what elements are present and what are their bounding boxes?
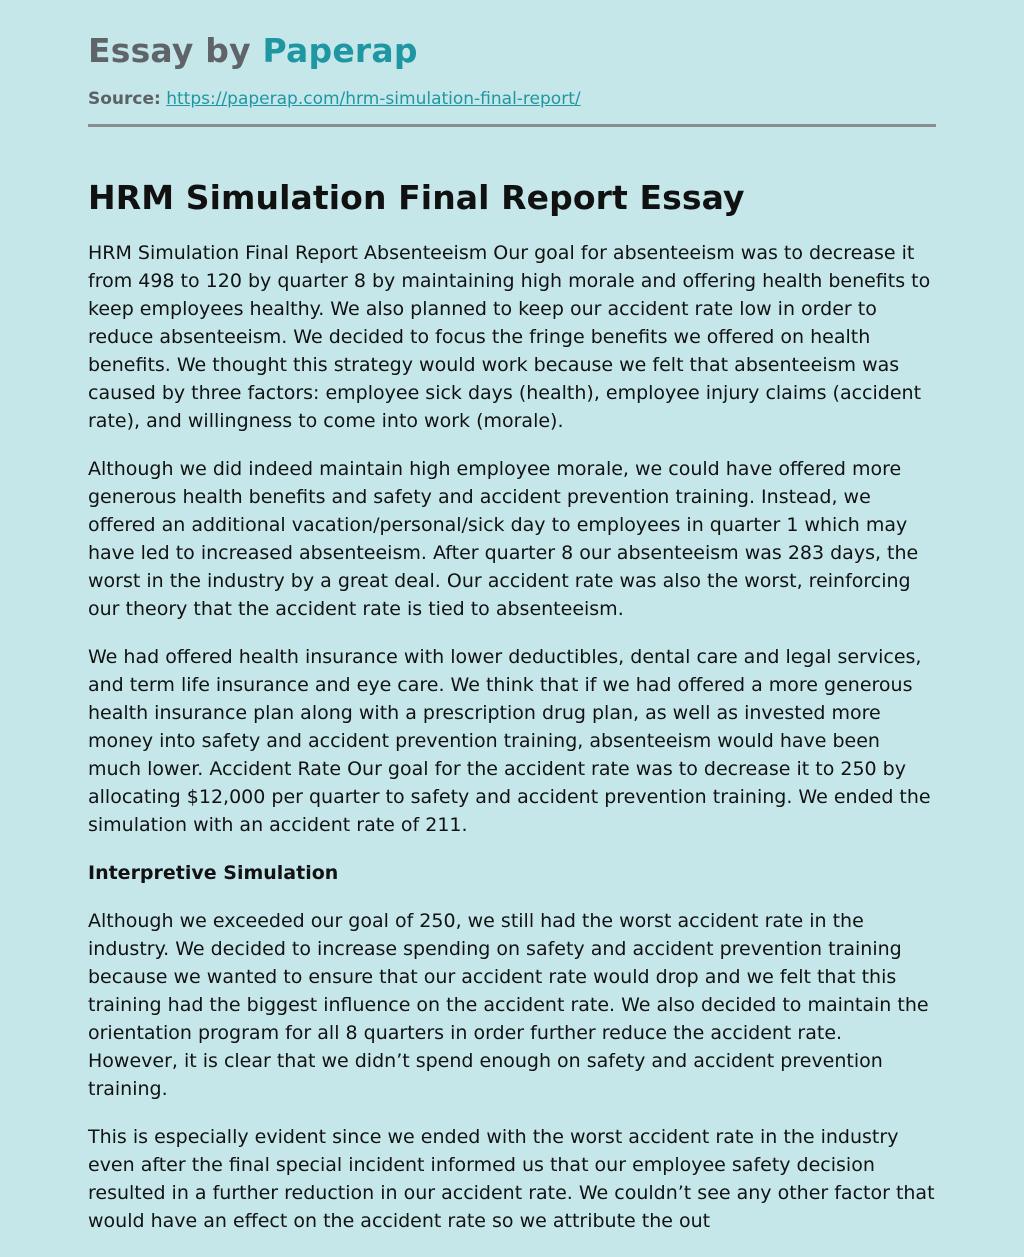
paragraph: Although we did indeed maintain high employee morale, we could have offered more generous health benefits and safety and accident prevention training. Instead, we offered an additional vacation/personal/sick day to employees in quarter 1 which may have led to increased absenteeism. After quarter 8 our absenteeism was 283 days, the worst in the industry by a great deal. Our accident rate was also the worst, reinforcing our theory that the accident rate is tied to absenteeism. [88,458,919,620]
paragraph: HRM Simulation Final Report Absenteeism Our goal for absenteeism was to decrease it from 498 to 120 by quarter 8 by maintaining high morale and offering health benefits to keep employees healthy. We also planned to keep our accident rate low in order to reduce absenteeism. We decided to focus the fringe benefits we offered on health benefits. We thought this strategy would work because we felt that absenteeism was caused by three factors: employee sick days (health), employee injury claims (accident rate), and willingness to come into work (morale). [88,242,931,432]
paragraph: Although we exceeded our goal of 250, we still had the worst accident rate in the industry. We decided to increase spending on safety and accident prevention training because we wanted to ensure that our accident rate would drop and we felt that this training had the biggest influence on the accident rate. We also decided to maintain the orientation program for all 8 quarters in order further reduce the accident rate. However, it is clear that we didn’t spend enough on safety and accident prevention training. [88,910,929,1100]
section-heading: Interpretive Simulation [88,862,339,884]
paragraph: This is especially evident since we ended with the worst accident rate in the industry even after the final special incident informed us that our employee safety decision resulted in a further reduction in our accident rate. We couldn’t see any other factor that would have an effect on the accident rate so we attribute the out [88,1126,935,1232]
source-link[interactable]: https://paperap.com/hrm-simulation-final-report/ [166,89,581,109]
paragraph: We had offered health insurance with lower deductibles, dental care and legal services, and term life insurance and eye care. We think that if we had offered a more generous health insurance plan along with a prescription drug plan, as well as invested more money into safety and accident prevention training, absenteeism would have been much lower. Accident Rate Our goal for the accident rate was to decrease it to 250 by allocating $12,000 per quarter to safety and accident prevention training. We ended the simulation with an accident rate of 211. [88,646,931,836]
site-brand [88,30,936,72]
source-label: Source: [88,89,161,109]
source-line [88,86,936,112]
article-body [88,239,936,1235]
page-title: HRM Simulation Final Report Essay [88,178,745,217]
header-divider [88,124,936,127]
brand-prefix: Essay by [88,31,251,70]
page [88,0,936,1255]
brand-name[interactable]: Paperap [262,31,418,70]
